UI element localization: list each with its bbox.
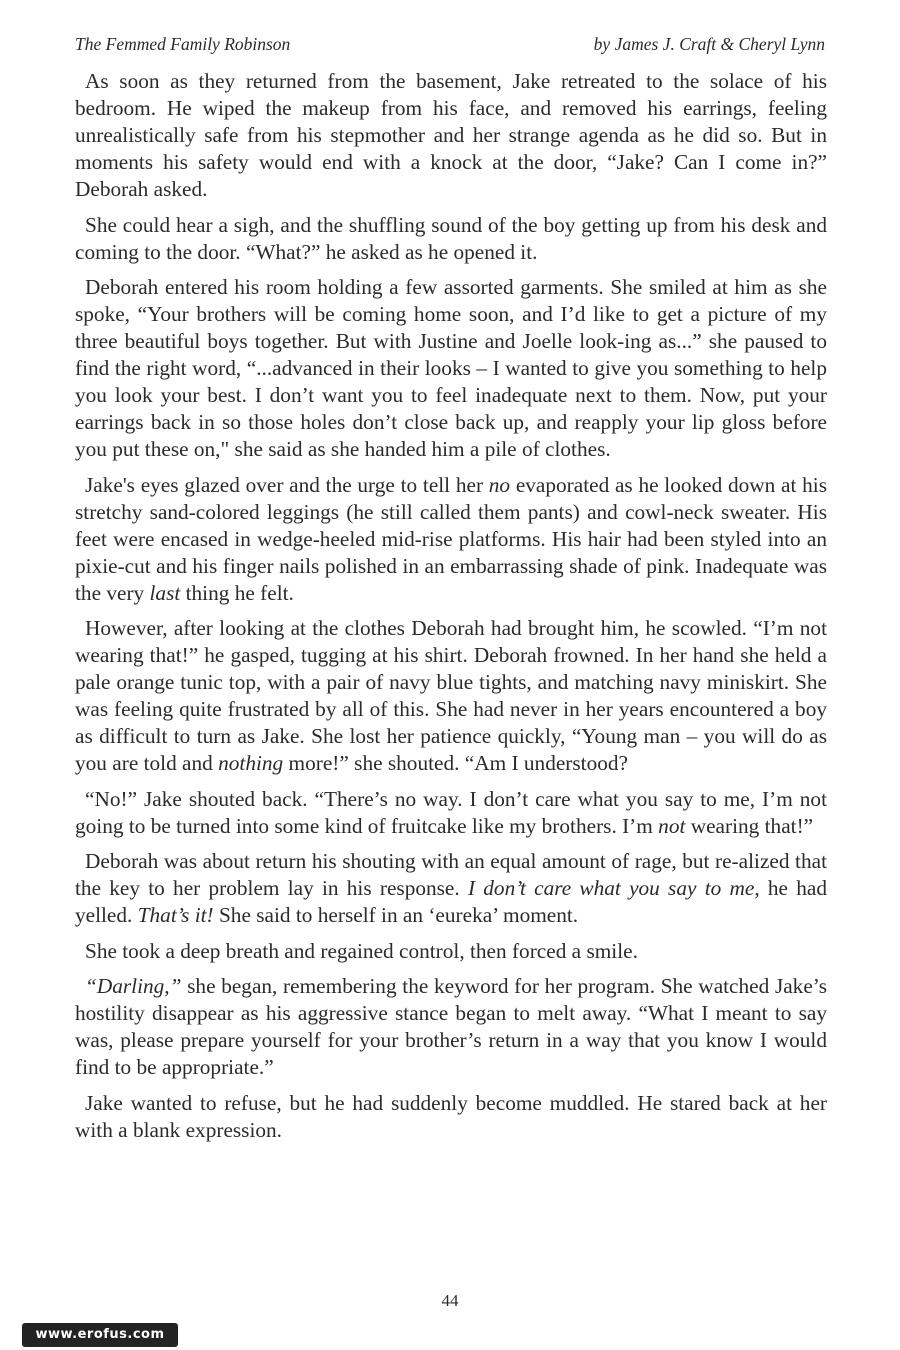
- paragraph: [75, 472, 827, 607]
- body-text: [75, 68, 827, 1152]
- paragraph: [75, 68, 827, 203]
- italic-text: no: [488, 472, 511, 497]
- text-run: She could hear a sigh, and the shuffling sound of the boy getting up from his desk and coming to the door. “What?” he asked as he opened it.: [75, 212, 827, 264]
- paragraph: [75, 786, 827, 840]
- text-run: , he had yelled.: [75, 876, 828, 927]
- watermark-logo: www.erofus.com: [22, 1323, 178, 1347]
- italic-text: last: [149, 580, 181, 605]
- paragraph: [75, 274, 827, 463]
- text-run: “No!” Jake shouted back. “There’s no way. I don’t care what you say to me, I’m not going to be turned into some kind of fruitcake like my brothers. I’m: [75, 786, 827, 838]
- book-title: The Femmed Family Robinson: [75, 34, 291, 54]
- text-run: As soon as they returned from the basement, Jake retreated to the solace of his bedroom. He wiped the makeup from his face, and removed his earrings, feeling unrealistically safe from his stepmother and her strange agenda as he did so. But in moments his safety would end with a knock at the door, “Jake? Can I come in?” Deborah asked.: [75, 69, 827, 201]
- paragraph: [75, 938, 827, 965]
- text-run: She said to herself in an ‘eureka’ moment.: [213, 903, 579, 927]
- page-number: 44: [441, 1291, 459, 1310]
- text-run: wearing that!”: [685, 813, 814, 838]
- text-run: more!” she shouted. “Am I understood?: [283, 751, 628, 775]
- book-authors: by James J. Craft & Cheryl Lynn: [593, 34, 825, 54]
- italic-text: I don’t care what you say to me: [467, 876, 755, 900]
- running-header: [75, 34, 825, 60]
- text-run: Jake wanted to refuse, but he had suddenly become muddled. He stared back at her with a blank expression.: [75, 1090, 827, 1142]
- text-run: Deborah was about return his shouting with an equal amount of rage, but re-alized that the key to her problem lay in his response.: [75, 849, 827, 900]
- italic-text: “Darling,”: [85, 974, 182, 998]
- paragraph: [75, 212, 827, 266]
- italic-text: not: [658, 813, 686, 838]
- text-run: However, after looking at the clothes Deborah had brought him, he scowled. “I’m not wearing that!” he gasped, tugging at his shirt. Deborah frowned. In her hand she held a pale orange tunic top, with a pair of navy blue tights, and matching navy miniskirt. She was feeling quite frustrated by all of this. She had never in her years encountered a boy as difficult to turn as Jake. She lost her patience quickly, “Young man – you will do as you are told and: [75, 616, 827, 775]
- text-run: she began, remembering the keyword for her program. She watched Jake’s hostility disappear as his aggressive stance began to melt away. “What I meant to say was, please prepare yourself for your brother’s return in a way that you know I would find to be appropriate.”: [75, 974, 827, 1079]
- italic-text: nothing: [218, 751, 284, 775]
- text-run: evaporated as he looked down at his stretchy sand-colored leggings (he still called them pants) and cowl-neck sweater. His feet were encased in wedge-heeled mid-rise platforms. His hair had been styled into an pixie-cut and his finger nails polished in an embarrassing shade of pink. Inadequate was the very: [75, 472, 827, 605]
- text-run: Deborah entered his room holding a few assorted garments. She smiled at him as she spoke, “Your brothers will be coming home soon, and I’d like to get a picture of my three beautiful boys together. But with Justine and Joelle look-ing as...” she paused to find the right word, “...advanced in their looks – I wanted to give you something to help you look your best. I don’t want you to feel inadequate next to them. Now, put your earrings back in so those holes don’t close back up, and reapply your lip gloss before you put these on," she said as she handed him a pile of clothes.: [75, 275, 827, 461]
- text-run: thing he felt.: [180, 580, 294, 605]
- text-run: Jake's eyes glazed over and the urge to tell her: [85, 472, 489, 497]
- paragraph: [75, 1090, 827, 1144]
- paragraph: [75, 615, 827, 777]
- text-run: She took a deep breath and regained control, then forced a smile.: [85, 938, 638, 963]
- italic-text: That’s it!: [137, 903, 214, 927]
- paragraph: [75, 973, 827, 1081]
- paragraph: [75, 848, 827, 929]
